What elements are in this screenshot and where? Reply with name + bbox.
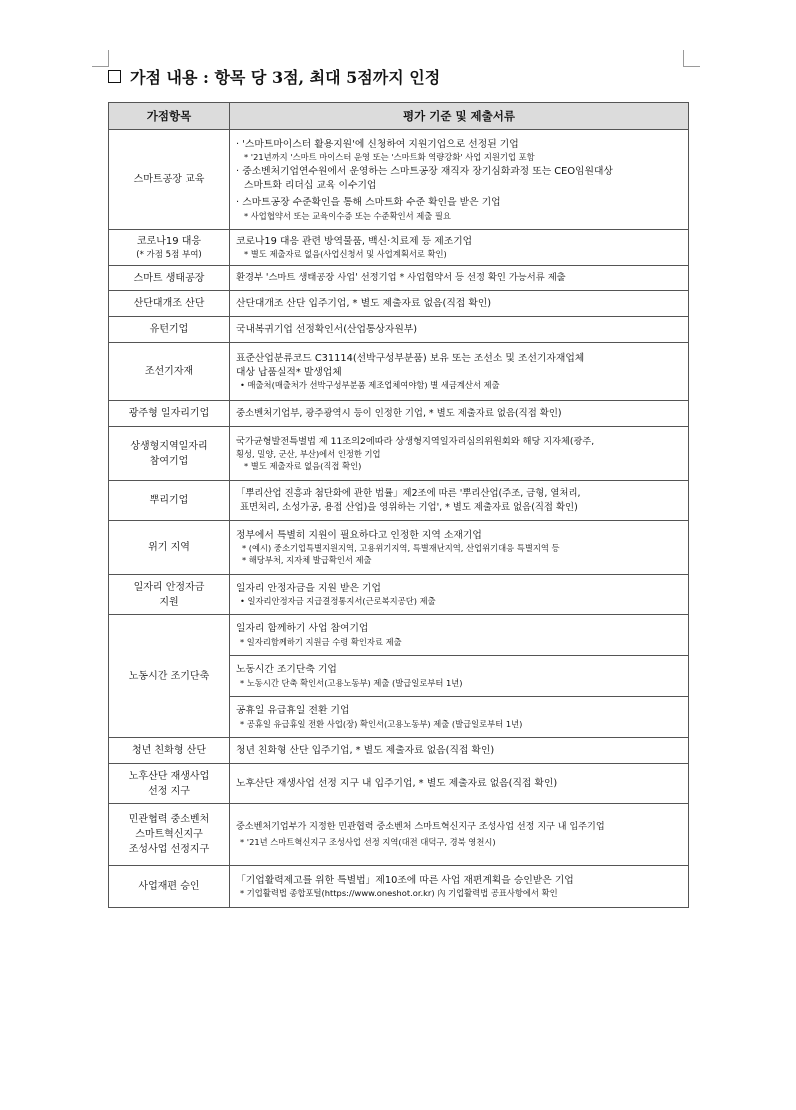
table-row bbox=[109, 401, 689, 427]
header-bonus-item: 가점항목 bbox=[109, 103, 230, 130]
table-row bbox=[109, 266, 689, 291]
table-row bbox=[109, 317, 689, 343]
row-category: 민관협력 중소벤처 스마트혁신지구 조성사업 선정지구 bbox=[109, 804, 230, 866]
row-category: 유턴기업 bbox=[109, 317, 230, 343]
header-criteria: 평가 기준 및 제출서류 bbox=[230, 103, 689, 130]
section-heading-text: 가점 내용 : 항목 당 3점, 최대 5점까지 인정 bbox=[130, 67, 441, 87]
table-row bbox=[109, 575, 689, 615]
table-row bbox=[109, 291, 689, 317]
bonus-criteria-table bbox=[108, 102, 689, 908]
table-row bbox=[109, 427, 689, 481]
table-row bbox=[109, 481, 689, 521]
row-criteria: 공휴일 유급휴일 전환 기업 * 공휴일 유급휴일 전환 사업(장) 확인서(고용노동부) 제출 (발급일로부터 1년) bbox=[230, 697, 689, 738]
table-row bbox=[109, 230, 689, 266]
table-row bbox=[109, 764, 689, 804]
row-category: 스마트공장 교육 bbox=[109, 130, 230, 230]
row-criteria: 중소벤처기업부가 지정한 민관협력 중소벤처 스마트혁신지구 조성사업 선정 지구 내 입주기업 * '21년 스마트혁신지구 조성사업 선정 지역(대전 대덕구, 경북 영천시) bbox=[230, 804, 689, 866]
checkbox-square-icon bbox=[108, 70, 121, 83]
row-criteria: 「기업활력제고를 위한 특별법」제10조에 따른 사업 재편계획을 승인받은 기업 * 기업활력법 종합포털(https://www.oneshot.or.kr) 內 기업활력법 공표사항에서 확인 bbox=[230, 866, 689, 908]
row-criteria: · '스마트마이스터 활용지원'에 신청하여 지원기업으로 선정된 기업 * '21년까지 '스마트 마이스터 운영 또는 '스마트화 역량강화' 사업 지원기업 포함 · 중소벤처기업연수원에서 운영하는 스마트공장 재직자 장기심화과정 또는 CEO임원대상 스마트화 리더십 교육 이수기업 · 스마트공장 수준확인을 통해 스마트화 수준 확인을 받은 기업 * 사업협약서 또는 교육이수증 또는 수준확인서 제출 필요 bbox=[230, 130, 689, 230]
row-criteria: 일자리 안정자금을 지원 받은 기업 • 일자리안정자금 지급결정통지서(근로복지공단) 제출 bbox=[230, 575, 689, 615]
row-category: 뿌리기업 bbox=[109, 481, 230, 521]
table-row bbox=[109, 343, 689, 401]
row-category: 사업재편 승인 bbox=[109, 866, 230, 908]
row-criteria: 산단대개조 산단 입주기업, * 별도 제출자료 없음(직접 확인) bbox=[230, 291, 689, 317]
row-criteria: 코로나19 대응 관련 방역물품, 백신·치료제 등 제조기업 * 별도 제출자료 없음(사업신청서 및 사업계획서로 확인) bbox=[230, 230, 689, 266]
page-corner-mark-left bbox=[92, 50, 109, 67]
row-category: 조선기자재 bbox=[109, 343, 230, 401]
row-criteria: 정부에서 특별히 지원이 필요하다고 인정한 지역 소재기업 * (예시) 중소기업특별지원지역, 고용위기지역, 특별재난지역, 산업위기대응 특별지역 등 * 해당부처, 지자체 발급확인서 제출 bbox=[230, 521, 689, 575]
row-criteria: 표준산업분류코드 C31114(선박구성부분품) 보유 또는 조선소 및 조선기자재업체 대상 납품실적* 발생업체 • 매출처(매출처가 선박구성부분품 제조업체여야함) 별 세금계산서 제출 bbox=[230, 343, 689, 401]
table-row bbox=[109, 866, 689, 908]
row-category: 청년 친화형 산단 bbox=[109, 738, 230, 764]
row-criteria: 환경부 '스마트 생태공장 사업' 선정기업 * 사업협약서 등 선정 확인 가능서류 제출 bbox=[230, 266, 689, 291]
table-header-row bbox=[109, 103, 689, 130]
row-category: 산단대개조 산단 bbox=[109, 291, 230, 317]
section-heading bbox=[108, 64, 688, 88]
table-row bbox=[109, 738, 689, 764]
row-criteria: 국내복귀기업 선정확인서(산업통상자원부) bbox=[230, 317, 689, 343]
row-category: 상생형지역일자리 참여기업 bbox=[109, 427, 230, 481]
row-criteria: 노후산단 재생사업 선정 지구 내 입주기업, * 별도 제출자료 없음(직접 확인) bbox=[230, 764, 689, 804]
row-criteria: 일자리 함께하기 사업 참여기업 * 일자리함께하기 지원금 수령 확인자료 제출 bbox=[230, 615, 689, 656]
row-criteria: 「뿌리산업 진흥과 첨단화에 관한 법률」제2조에 따른 '뿌리산업(주조, 금형, 열처리, 표면처리, 소성가공, 용접 산업)을 영위하는 기업', * 별도 제출자료 없음(직접 확인) bbox=[230, 481, 689, 521]
table-row bbox=[109, 521, 689, 575]
row-category: 노후산단 재생사업 선정 지구 bbox=[109, 764, 230, 804]
row-category: 일자리 안정자금 지원 bbox=[109, 575, 230, 615]
row-criteria: 청년 친화형 산단 입주기업, * 별도 제출자료 없음(직접 확인) bbox=[230, 738, 689, 764]
row-category: 스마트 생태공장 bbox=[109, 266, 230, 291]
table-row bbox=[109, 615, 689, 656]
row-category: 코로나19 대응 (* 가점 5점 부여) bbox=[109, 230, 230, 266]
row-criteria: 중소벤처기업부, 광주광역시 등이 인정한 기업, * 별도 제출자료 없음(직접 확인) bbox=[230, 401, 689, 427]
table-row bbox=[109, 130, 689, 230]
row-criteria: 노동시간 조기단축 기업 * 노동시간 단축 확인서(고용노동부) 제출 (발급일로부터 1년) bbox=[230, 656, 689, 697]
row-criteria: 국가균형발전특별법 제 11조의2에따라 상생형지역일자리심의위원회와 해당 지자체(광주, 횡성, 밀양, 군산, 부산)에서 인정한 기업 * 별도 제출자료 없음(직접 확인) bbox=[230, 427, 689, 481]
row-category: 노동시간 조기단축 bbox=[109, 615, 230, 738]
row-category: 위기 지역 bbox=[109, 521, 230, 575]
table-row bbox=[109, 804, 689, 866]
row-category: 광주형 일자리기업 bbox=[109, 401, 230, 427]
